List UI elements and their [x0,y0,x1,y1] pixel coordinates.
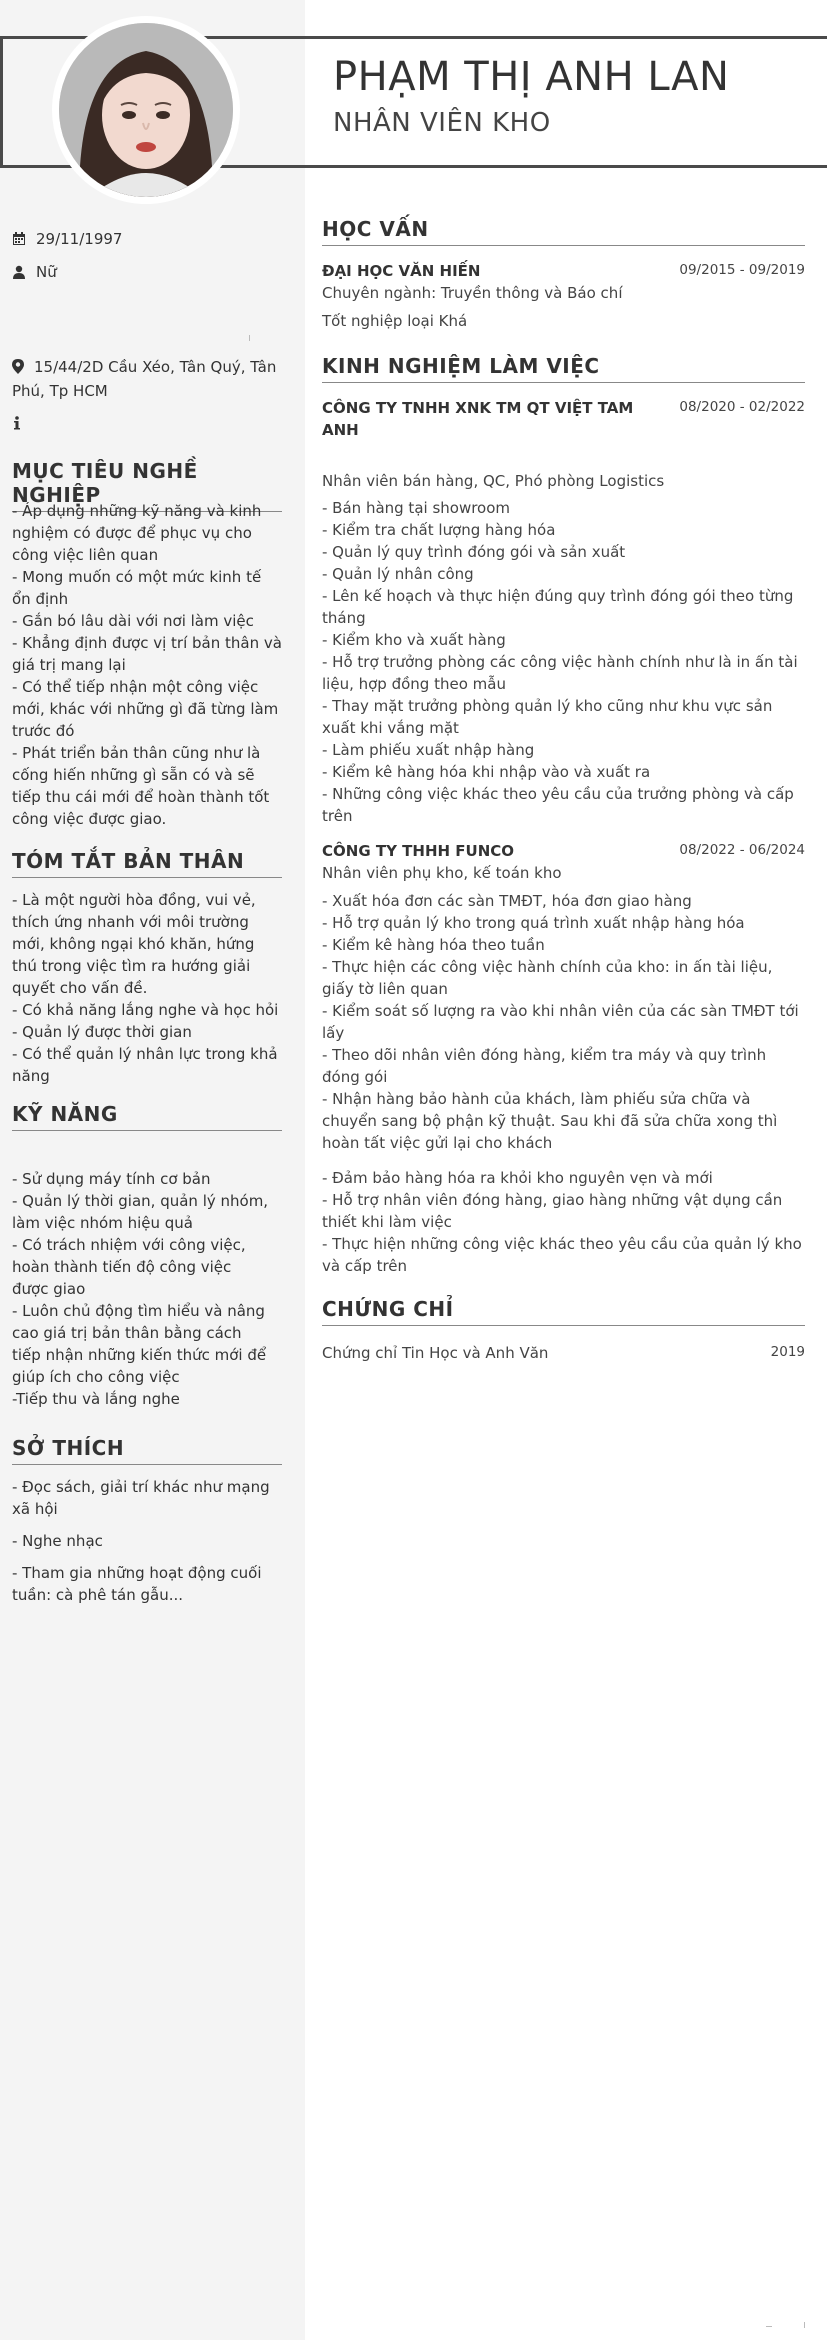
job-date: 08/2020 - 02/2022 [679,399,805,415]
school-name: ĐẠI HỌC VĂN HIẾN [322,262,481,280]
job-company: CÔNG TY THHH FUNCO [322,842,515,860]
objective-title: MỤC TIÊU NGHỀ NGHIỆP [12,459,282,512]
gender-row [12,261,57,285]
hobby-item: - Đọc sách, giải trí khác như mạng xã hội [12,1478,270,1518]
hobby-item: - Tham gia những hoạt động cuối tuần: cà phê tán gẫu... [12,1564,262,1604]
hobby-item: - Nghe nhạc [12,1532,103,1550]
user-icon [12,263,28,285]
skills-title: KỸ NĂNG [12,1102,282,1131]
education-title: HỌC VẤN [322,217,805,246]
certificates-title: CHỨNG CHỈ [322,1297,805,1326]
calendar-icon [12,230,28,252]
education-major: Chuyên ngành: Truyền thông và Báo chí [322,284,623,302]
job-duties: - Bán hàng tại showroom - Kiểm tra chất lượng hàng hóa - Quản lý quy trình đóng gói và sản xuất - Quản lý nhân công - Lên kế hoạch và thực hiện đúng quy trình đóng gói theo từng tháng - Kiểm kho và xuất hàng - Hỗ trợ trưởng phòng các công việc hành chính như là in ấn tài liệu, hợp đồng theo mẫu - Thay mặt trưởng phòng quản lý kho cũng như khu vực sản xuất khi vắng mặt - Làm phiếu xuất nhập hàng - Kiểm kê hàng hóa khi nhập vào và xuất ra - Những công việc khác theo yêu cầu của trưởng phòng và cấp trên [322,499,798,825]
summary-title: TÓM TẮT BẢN THÂN [12,849,282,878]
job-date: 08/2022 - 06/2024 [679,842,805,858]
skills-text: - Sử dụng máy tính cơ bản - Quản lý thời gian, quản lý nhóm, làm việc nhóm hiệu quả - Có trách nhiệm với công việc, hoàn thành tiến độ công việc được giao - Luôn chủ động tìm hiểu và nâng cao giá trị bản thân bằng cách tiếp nhận những kiến thức mới để giúp ích cho công việc -Tiếp thu và lắng nghe [12,1170,269,1408]
info-icon [12,414,28,436]
map-marker-icon [12,358,28,380]
info-row [12,412,36,436]
job-duties: - Xuất hóa đơn các sàn TMĐT, hóa đơn giao hàng - Hỗ trợ quản lý kho trong quá trình xuất nhập hàng hóa - Kiểm kê hàng hóa theo tuần - Thực hiện các công việc hành chính của kho: in ấn tài liệu, giấy tờ liên quan - Kiểm soát số lượng ra vào khi nhân viên của các sàn TMĐT tới lấy - Theo dõi nhân viên đóng hàng, kiểm tra máy và quy trình đóng gói - Nhận hàng bảo hành của khách, làm phiếu sửa chữa và chuyển sang bộ phận kỹ thuật. Sau khi đã sửa chữa xong thì hoàn tất việc gửi lại cho khách [322,892,799,1152]
gender-value: Nữ [36,263,57,281]
objective-text: - Áp dụng những kỹ năng và kinh nghiệm có được để phục vụ cho công việc liên quan - Mong muốn có một mức kinh tế ổn định - Gắn bó lâu dài với nơi làm việc - Khẳng định được vị trí bản thân và giá trị mang lại - Có thể tiếp nhận một công việc mới, khác với những gì đã từng làm trước đó - Phát triển bản thân cũng như là cống hiến những gì sẵn có và sẽ tiếp thu cái mới để hoàn thành tốt công việc được giao. [12,502,282,828]
education-result: Tốt nghiệp loại Khá [322,312,468,330]
job-position: Nhân viên phụ kho, kế toán kho [322,864,562,882]
certificate-year: 2019 [770,1344,805,1360]
header-left-bar [0,36,3,168]
job-duties-extra: - Đảm bảo hàng hóa ra khỏi kho nguyên vẹn và mới - Hỗ trợ nhân viên đóng hàng, giao hàng những vật dụng cần thiết khi làm việc - Thực hiện những công việc khác theo yêu cầu của quản lý kho và cấp trên [322,1169,802,1275]
job-position: Nhân viên bán hàng, QC, Phó phòng Logistics [322,472,665,490]
certificate-name: Chứng chỉ Tin Học và Anh Văn [322,1344,549,1362]
address-row [12,356,282,402]
hobbies-title: SỞ THÍCH [12,1436,282,1465]
birthday-row [12,228,122,252]
candidate-name: PHẠM THỊ ANH LAN [333,54,730,100]
address-value: 15/44/2D Cầu Xéo, Tân Quý, Tân Phú, Tp HCM [12,358,277,400]
divider-mark [249,335,250,341]
job-company: CÔNG TY TNHH XNK TM QT VIỆT TAM ANH [322,399,634,439]
education-date: 09/2015 - 09/2019 [679,262,805,278]
corner-mark [804,2322,805,2328]
avatar [59,23,233,197]
birthday-value: 29/11/1997 [36,230,123,248]
corner-mark [766,2326,772,2327]
job-title: NHÂN VIÊN KHO [333,108,551,138]
summary-text: - Là một người hòa đồng, vui vẻ, thích ứng nhanh với môi trường mới, không ngại khó khăn, hứng thú trong việc tìm ra hướng giải quyết cho vấn đề. - Có khả năng lắng nghe và học hỏi - Quản lý được thời gian - Có thể quản lý nhân lực trong khả năng [12,891,279,1085]
experience-title: KINH NGHIỆM LÀM VIỆC [322,354,805,383]
